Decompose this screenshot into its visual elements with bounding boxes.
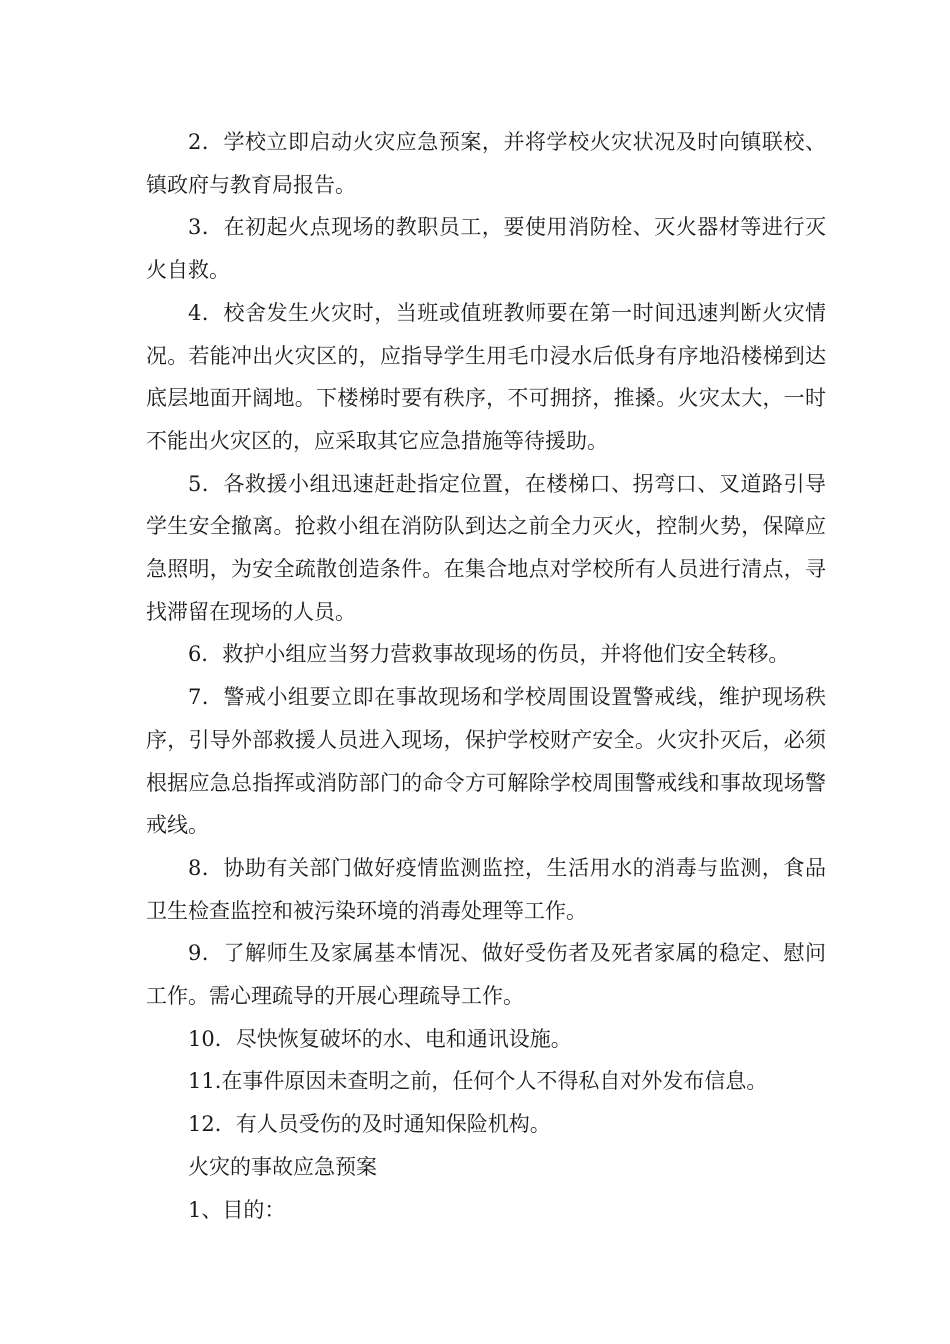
paragraph-item-6: 6．救护小组应当努力营救事故现场的伤员，并将他们安全转移。 xyxy=(188,642,790,667)
paragraph-item-3: 3．在初起火点现场的教职员工，要使用消防栓、灭火器材等进行灭火自救。 xyxy=(146,215,826,283)
subsection-heading: 1、目的： xyxy=(188,1197,286,1222)
paragraph-item-2: 2．学校立即启动火灾应急预案，并将学校火灾状况及时向镇联校、镇政府与教育局报告。 xyxy=(146,130,826,197)
paragraph-item-12: 12．有人员受伤的及时通知保险机构。 xyxy=(188,1112,551,1137)
paragraph-item-11: 11.在事件原因未查明之前，任何个人不得私自对外发布信息。 xyxy=(188,1069,768,1094)
paragraph-item-10: 10．尽快恢复破坏的水、电和通讯设施。 xyxy=(188,1026,572,1051)
section-heading: 火灾的事故应急预案 xyxy=(188,1154,377,1179)
paragraph-item-7: 7．警戒小组要立即在事故现场和学校周围设置警戒线，维护现场秩序，引导外部救援人员进入现场，保护学校财产安全。火灾扑灭后，必须根据应急总指挥或消防部门的命令方可解除学校周围警戒线和事故现场警戒线。 xyxy=(146,685,826,838)
paragraph-item-8: 8．协助有关部门做好疫情监测监控，生活用水的消毒与监测，食品卫生检查监控和被污染环境的消毒处理等工作。 xyxy=(146,855,826,923)
document-body xyxy=(146,121,826,1231)
paragraph-item-5: 5．各救援小组迅速赶赴指定位置，在楼梯口、拐弯口、叉道路引导学生安全撤离。抢救小组在消防队到达之前全力灭火，控制火势，保障应急照明，为安全疏散创造条件。在集合地点对学校所有人员进行清点，寻找滞留在现场的人员。 xyxy=(146,471,826,624)
paragraph-item-4: 4．校舍发生火灾时，当班或值班教师要在第一时间迅速判断火灾情况。若能冲出火灾区的，应指导学生用毛巾浸水后低身有序地沿楼梯到达底层地面开阔地。下楼梯时要有秩序，不可拥挤，推搡。火灾太大，一时不能出火灾区的，应采取其它应急措施等待援助。 xyxy=(146,300,826,453)
paragraph-item-9: 9．了解师生及家属基本情况、做好受伤者及死者家属的稳定、慰问工作。需心理疏导的开展心理疏导工作。 xyxy=(146,941,826,1009)
